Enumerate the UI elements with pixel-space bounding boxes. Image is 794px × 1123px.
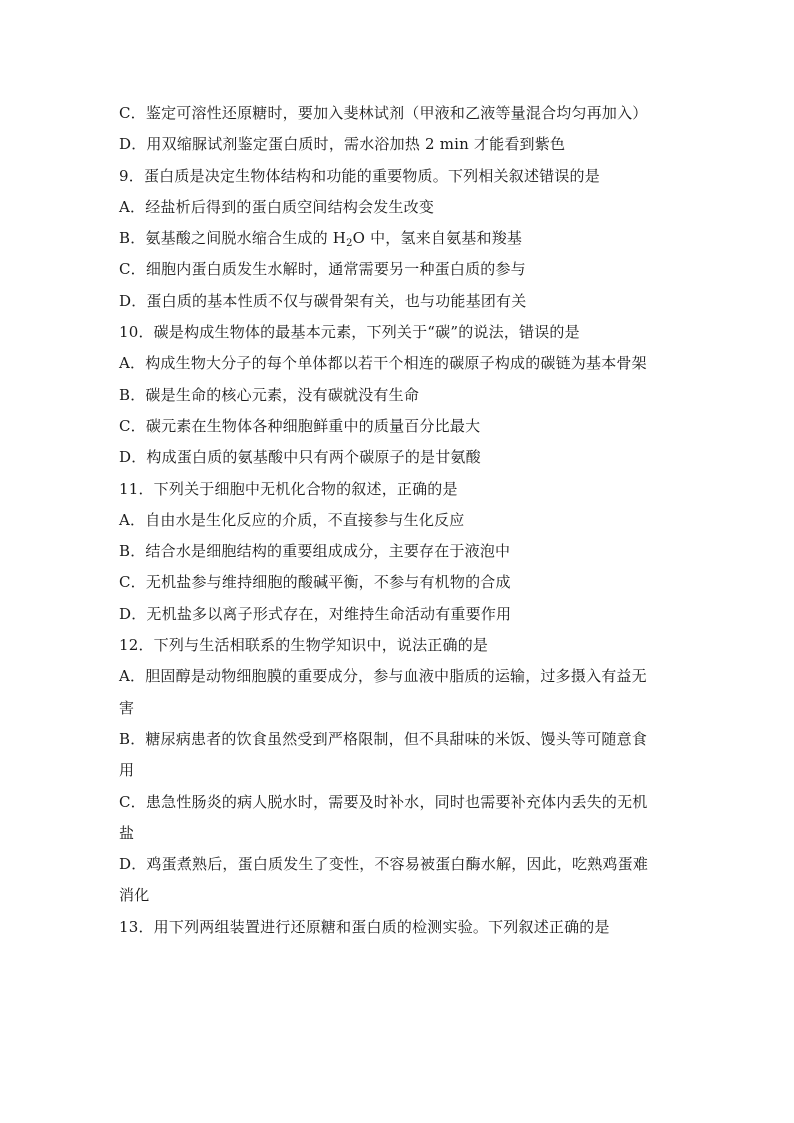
- option-12d-line-1: D．鸡蛋煮熟后，蛋白质发生了变性，不容易被蛋白酶水解，因此，吃熟鸡蛋难: [119, 855, 649, 874]
- option-9b-text-1: B．氨基酸之间脱水缩合生成的 H: [119, 229, 347, 248]
- option-12c-line-2: 盐: [119, 823, 135, 842]
- option-10b: B．碳是生命的核心元素，没有碳就没有生命: [119, 385, 420, 404]
- option-8d: D．用双缩脲试剂鉴定蛋白质时，需水浴加热 2 min 才能看到紫色: [119, 135, 566, 154]
- option-9b: [119, 223, 679, 254]
- option-9c: C．细胞内蛋白质发生水解时，通常需要另一种蛋白质的参与: [119, 260, 526, 279]
- option-10c: C．碳元素在生物体各种细胞鲜重中的质量百分比最大: [119, 416, 481, 435]
- option-12b-line-1: B．糖尿病患者的饮食虽然受到严格限制，但不具甜味的米饭、馒头等可随意食: [119, 729, 648, 748]
- option-12c-line-1: C．患急性肠炎的病人脱水时，需要及时补水，同时也需要补充体内丢失的无机: [119, 792, 648, 811]
- option-9d: D．蛋白质的基本性质不仅与碳骨架有关，也与功能基团有关: [119, 291, 527, 310]
- question-13: 13．用下列两组装置进行还原糖和蛋白质的检测实验。下列叙述正确的是: [119, 917, 610, 936]
- question-11: 11．下列关于细胞中无机化合物的叙述，正确的是: [119, 479, 458, 498]
- option-10a: A．构成生物大分子的每个单体都以若干个相连的碳原子构成的碳链为基本骨架: [119, 354, 647, 373]
- document-page: [119, 98, 679, 943]
- option-12a-line-1: A．胆固醇是动物细胞膜的重要成分，参与血液中脂质的运输，过多摄入有益无: [119, 667, 647, 686]
- option-12b-line-2: 用: [119, 761, 135, 780]
- option-10d: D．构成蛋白质的氨基酸中只有两个碳原子的是甘氨酸: [119, 448, 481, 467]
- option-9a: A．经盐析后得到的蛋白质空间结构会发生改变: [119, 197, 435, 216]
- question-10: 10．碳是构成生物体的最基本元素，下列关于“碳”的说法，错误的是: [119, 323, 580, 342]
- question-9: 9．蛋白质是决定生物体结构和功能的重要物质。下列相关叙述错误的是: [119, 166, 600, 185]
- option-11a: A．自由水是生化反应的介质，不直接参与生化反应: [119, 510, 465, 529]
- option-11b: B．结合水是细胞结构的重要组成成分，主要存在于液泡中: [119, 542, 511, 561]
- option-9b-text-2: O 中，氢来自氨基和羧基: [352, 229, 523, 248]
- question-12: 12．下列与生活相联系的生物学知识中，说法正确的是: [119, 636, 489, 655]
- option-12a-line-2: 害: [119, 698, 135, 717]
- option-12d-line-2: 消化: [119, 886, 150, 905]
- option-11d: D．无机盐多以离子形式存在，对维持生命活动有重要作用: [119, 604, 512, 623]
- option-8c: C．鉴定可溶性还原糖时，要加入斐林试剂（甲液和乙液等量混合均匀再加入）: [119, 104, 648, 122]
- subscript-2: 2: [346, 238, 353, 250]
- option-11c: C．无机盐参与维持细胞的酸碱平衡，不参与有机物的合成: [119, 573, 511, 592]
